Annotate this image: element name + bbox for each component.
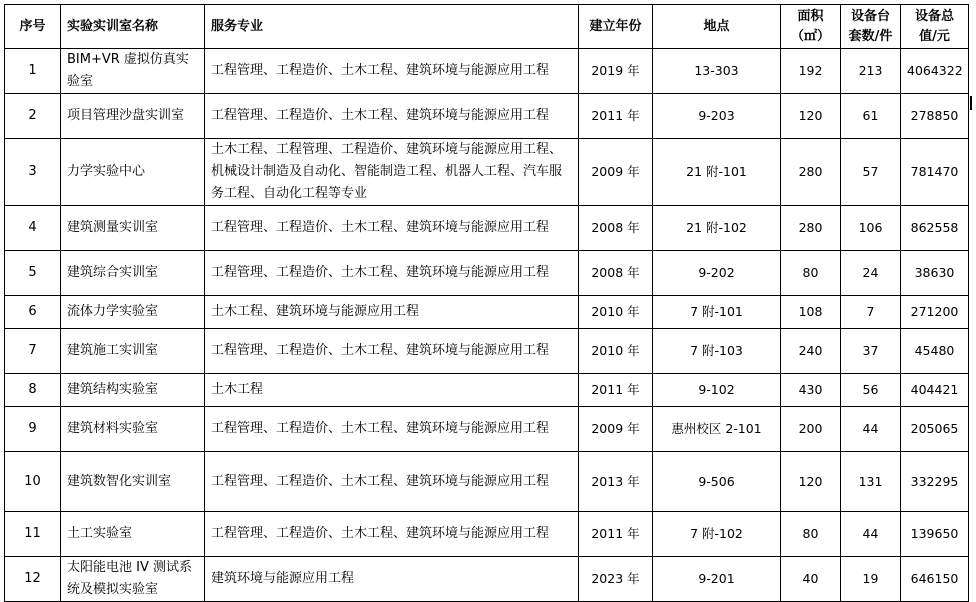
cell-major: 工程管理、工程造价、土木工程、建筑环境与能源应用工程 [205,407,579,452]
cell-seq: 8 [5,374,61,407]
cell-major: 工程管理、工程造价、土木工程、建筑环境与能源应用工程 [205,206,579,251]
cell-units: 24 [841,251,901,296]
cell-major: 建筑环境与能源应用工程 [205,557,579,602]
table-row [5,94,969,139]
cell-location: 21 附-102 [653,206,781,251]
cell-area: 80 [781,512,841,557]
cell-seq: 4 [5,206,61,251]
text-cursor-mark [970,96,972,110]
cell-units: 44 [841,407,901,452]
cell-major: 工程管理、工程造价、土木工程、建筑环境与能源应用工程 [205,49,579,94]
cell-value: 38630 [901,251,969,296]
cell-major: 土木工程 [205,374,579,407]
header-value: 设备总值/元 [901,5,969,49]
table-row [5,296,969,329]
cell-major: 工程管理、工程造价、土木工程、建筑环境与能源应用工程 [205,512,579,557]
cell-name: 建筑综合实训室 [61,251,205,296]
cell-location: 9-203 [653,94,781,139]
header-area: 面积（㎡） [781,5,841,49]
cell-units: 37 [841,329,901,374]
cell-seq: 11 [5,512,61,557]
table-row [5,139,969,206]
table-row [5,512,969,557]
cell-seq: 3 [5,139,61,206]
cell-area: 192 [781,49,841,94]
cell-value: 4064322 [901,49,969,94]
cell-name: 建筑施工实训室 [61,329,205,374]
table-row [5,557,969,602]
cell-year: 2009 年 [579,407,653,452]
cell-location: 9-506 [653,452,781,512]
cell-major: 工程管理、工程造价、土木工程、建筑环境与能源应用工程 [205,94,579,139]
cell-year: 2011 年 [579,512,653,557]
cell-units: 44 [841,512,901,557]
header-seq: 序号 [5,5,61,49]
cell-units: 131 [841,452,901,512]
cell-units: 106 [841,206,901,251]
cell-value: 139650 [901,512,969,557]
cell-year: 2010 年 [579,329,653,374]
table-row [5,374,969,407]
lab-table [4,4,969,602]
header-location: 地点 [653,5,781,49]
cell-year: 2023 年 [579,557,653,602]
cell-name: 太阳能电池 IV 测试系统及模拟实验室 [61,557,205,602]
cell-location: 9-201 [653,557,781,602]
cell-seq: 6 [5,296,61,329]
cell-value: 205065 [901,407,969,452]
header-major: 服务专业 [205,5,579,49]
cell-major: 工程管理、工程造价、土木工程、建筑环境与能源应用工程 [205,452,579,512]
cell-area: 80 [781,251,841,296]
cell-year: 2008 年 [579,251,653,296]
cell-area: 120 [781,452,841,512]
cell-area: 280 [781,206,841,251]
cell-name: 力学实验中心 [61,139,205,206]
cell-seq: 9 [5,407,61,452]
cell-value: 278850 [901,94,969,139]
cell-units: 19 [841,557,901,602]
cell-name: 项目管理沙盘实训室 [61,94,205,139]
cell-units: 61 [841,94,901,139]
cell-location: 7 附-103 [653,329,781,374]
cell-units: 213 [841,49,901,94]
cell-value: 45480 [901,329,969,374]
cell-value: 862558 [901,206,969,251]
cell-name: 建筑结构实验室 [61,374,205,407]
cell-year: 2011 年 [579,374,653,407]
cell-area: 200 [781,407,841,452]
cell-area: 108 [781,296,841,329]
header-year: 建立年份 [579,5,653,49]
header-row [5,5,969,49]
table-row [5,251,969,296]
cell-year: 2009 年 [579,139,653,206]
cell-area: 40 [781,557,841,602]
cell-name: 土工实验室 [61,512,205,557]
table-row [5,49,969,94]
cell-name: 建筑材料实验室 [61,407,205,452]
cell-location: 7 附-102 [653,512,781,557]
cell-major: 土木工程、建筑环境与能源应用工程 [205,296,579,329]
cell-area: 280 [781,139,841,206]
cell-seq: 5 [5,251,61,296]
header-units: 设备台套数/件 [841,5,901,49]
cell-major: 工程管理、工程造价、土木工程、建筑环境与能源应用工程 [205,251,579,296]
cell-area: 430 [781,374,841,407]
cell-seq: 12 [5,557,61,602]
cell-year: 2008 年 [579,206,653,251]
cell-units: 7 [841,296,901,329]
cell-location: 21 附-101 [653,139,781,206]
cell-value: 646150 [901,557,969,602]
cell-year: 2011 年 [579,94,653,139]
cell-name: 建筑数智化实训室 [61,452,205,512]
cell-location: 7 附-101 [653,296,781,329]
cell-name: 流体力学实验室 [61,296,205,329]
cell-year: 2010 年 [579,296,653,329]
cell-area: 120 [781,94,841,139]
cell-units: 56 [841,374,901,407]
cell-location: 惠州校区 2-101 [653,407,781,452]
cell-seq: 7 [5,329,61,374]
cell-location: 9-202 [653,251,781,296]
table-row [5,452,969,512]
table-row [5,206,969,251]
cell-value: 332295 [901,452,969,512]
cell-value: 271200 [901,296,969,329]
cell-units: 57 [841,139,901,206]
cell-name: BIM+VR 虚拟仿真实验室 [61,49,205,94]
cell-value: 781470 [901,139,969,206]
cell-year: 2013 年 [579,452,653,512]
cell-seq: 2 [5,94,61,139]
table-row [5,407,969,452]
cell-value: 404421 [901,374,969,407]
table-row [5,329,969,374]
cell-location: 9-102 [653,374,781,407]
cell-year: 2019 年 [579,49,653,94]
cell-name: 建筑测量实训室 [61,206,205,251]
cell-location: 13-303 [653,49,781,94]
cell-major: 土木工程、工程管理、工程造价、建筑环境与能源应用工程、机械设计制造及自动化、智能制造工程、机器人工程、汽车服务工程、自动化工程等专业 [205,139,579,206]
cell-area: 240 [781,329,841,374]
cell-seq: 1 [5,49,61,94]
cell-seq: 10 [5,452,61,512]
cell-major: 工程管理、工程造价、土木工程、建筑环境与能源应用工程 [205,329,579,374]
header-name: 实验实训室名称 [61,5,205,49]
